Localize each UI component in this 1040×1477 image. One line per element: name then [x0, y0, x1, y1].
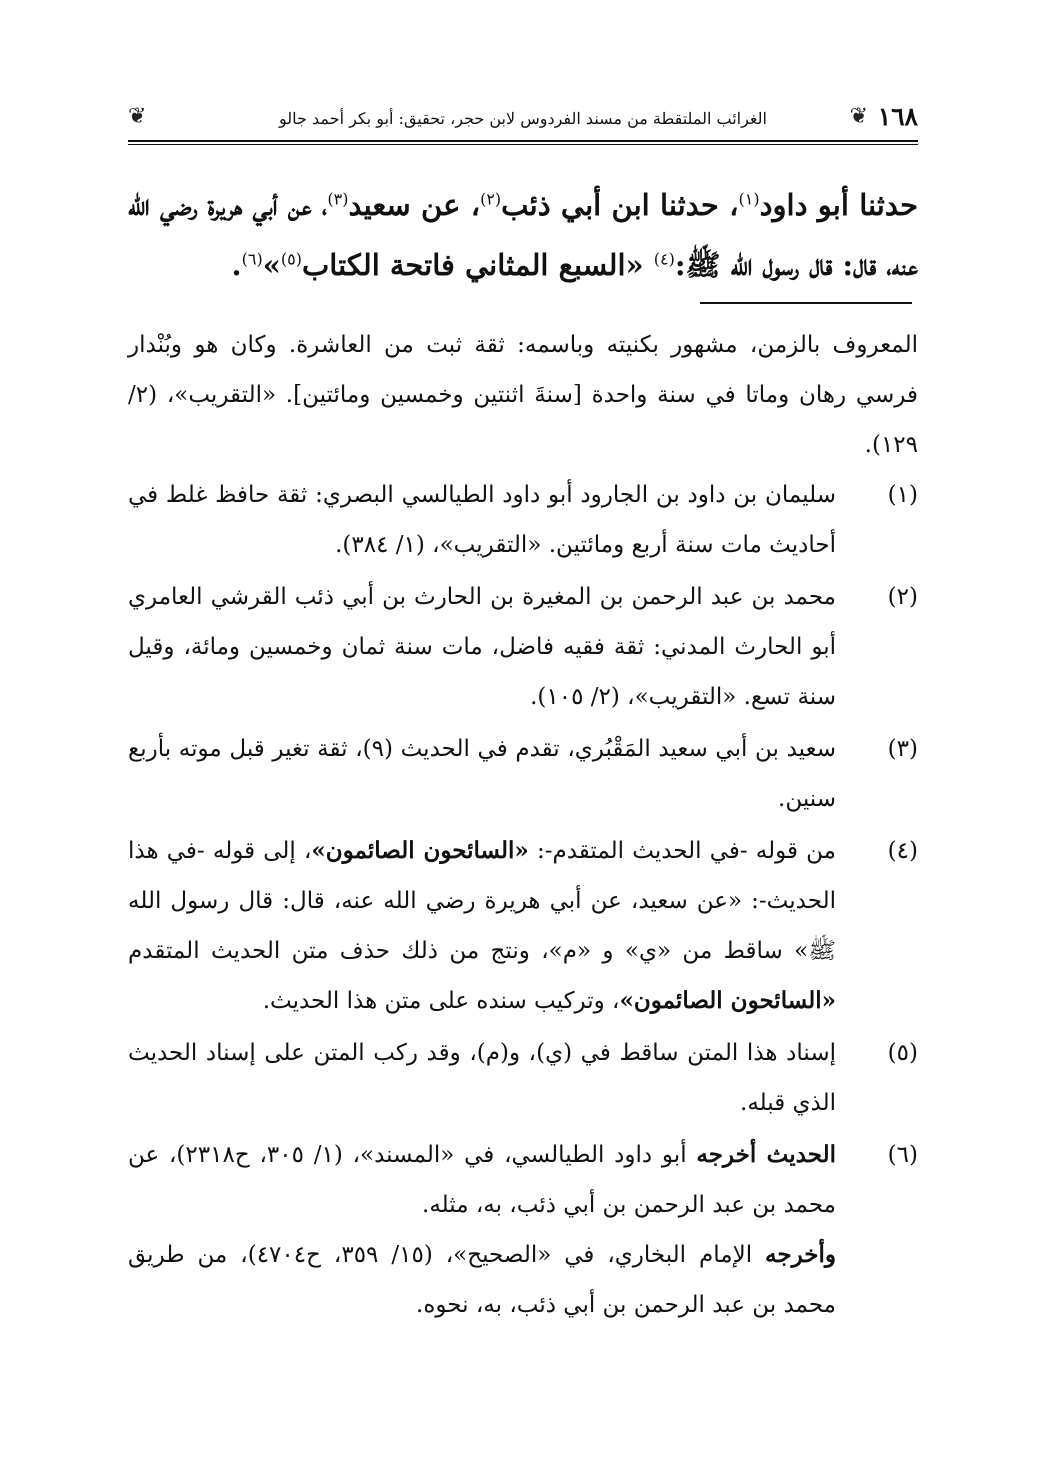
hadith-matn: «السبع المثاني فاتحة الكتاب — [301, 248, 654, 282]
footnote-additional-source — [128, 1230, 836, 1330]
hadith-segment: ، عن سعيد — [348, 188, 481, 222]
ornament-icon: ❦ — [128, 104, 147, 129]
footnote-marker: (٥) — [280, 249, 302, 269]
footnote-number: (٤) — [887, 838, 918, 864]
footnote-text: الإمام البخاري، في «الصحيح»، (١٥/ ٣٥٩، ح٤٧٠٤)، من طريق محمد بن عبد الرحمن بن أبي ذئب، به، نحوه. — [128, 1242, 836, 1318]
ornament-icon: ❦ — [849, 104, 868, 129]
footnote-number: (٣) — [887, 736, 918, 762]
footnote-text: أبو داود الطيالسي، في «المسند»، (١/ ٣٠٥، ح٢٣١٨)، عن محمد بن عبد الرحمن بن أبي ذئب، به، مثله. — [128, 1142, 836, 1218]
footnote-number: (٢) — [887, 584, 918, 610]
footnote-separator — [700, 302, 912, 304]
footnote-emphasis: «السائحون الصائمون» — [311, 837, 529, 864]
footnote-marker: (١) — [738, 189, 760, 209]
footnote-marker: (٢) — [480, 189, 502, 209]
footnote-text: سعيد بن أبي سعيد المَقْبُري، تقدم في الحديث (٩)، ثقة تغير قبل موته بأربع سنين. — [128, 736, 836, 812]
footnote-number: (٦) — [887, 1142, 918, 1168]
footnote-marker: (٤) — [653, 249, 675, 269]
page-number: ١٦٨ — [877, 102, 918, 131]
footnote-marker: (٦) — [241, 249, 263, 269]
footnote-4 — [128, 826, 918, 1026]
footnote-2 — [128, 572, 918, 722]
footnote-text: سليمان بن داود بن الجارود أبو داود الطيالسي البصري: ثقة حافظ غلط في أحاديث مات سنة أربع ومائتين. «التقريب»، (١/ ٣٨٤). — [128, 482, 836, 558]
footnote-text: ، وتركيب سنده على متن هذا الحديث. — [262, 988, 620, 1014]
hadith-segment: . — [231, 248, 242, 282]
footnote-3 — [128, 724, 918, 824]
footnote-text: محمد بن عبد الرحمن بن المغيرة بن الحارث بن أبي ذئب القرشي العامري أبو الحارث المدني: ثقة فقيه فاضل، مات سنة ثمان وخمسين ومائة، وقيل سنة تسع. «التقريب»، (٢/ ١٠٥). — [128, 584, 836, 710]
hadith-segment: » — [262, 248, 281, 282]
footnote-6 — [128, 1130, 918, 1330]
footnote-text: ، إلى قوله -في هذا الحديث-: «عن سعيد، عن أبي هريرة رضي الله عنه، قال: قال رسول الله ﷺ» ساقط من «ي» و «م»، ونتج من ذلك حذف متن الحديث المتقدم — [128, 838, 836, 964]
footnote-number: (١) — [887, 482, 918, 508]
footnote-marker: (٣) — [327, 189, 349, 209]
footnote-emphasis: «السائحون الصائمون» — [619, 987, 836, 1014]
hadith-segment: ، عن أبي هريرة رضي الله عنه، قال: قال رسول الله ﷺ: — [128, 188, 918, 282]
footnote-text: من قوله -في الحديث المتقدم-: — [528, 838, 837, 864]
page-header — [128, 100, 918, 144]
hadith-segment: حدثنا أبو داود — [759, 188, 918, 222]
footnote-emphasis: وأخرجه — [765, 1241, 836, 1268]
running-title: الغرائب الملتقطة من مسند الفردوس لابن حجر، تحقيق: أبو بكر أحمد جالو — [279, 109, 767, 128]
footnote-continuation: المعروف بالزمن، مشهور بكنيته وباسمه: ثقة ثبت من العاشرة. وكان هو وبُنْدار فرسي رهان وماتا في سنة واحدة [سنةَ اثنتين وخمسين ومائتين]. «التقريب»، (٢/ ١٢٩). — [128, 332, 918, 458]
hadith-segment: ، حدثنا ابن أبي ذئب — [501, 188, 739, 222]
footnote-1 — [128, 470, 918, 570]
footnote-text: إسناد هذا المتن ساقط في (ي)، و(م)، وقد ركب المتن على إسناد الحديث الذي قبله. — [128, 1040, 836, 1116]
footnotes — [128, 320, 918, 1332]
footnote-emphasis: الحديث أخرجه — [696, 1141, 836, 1168]
header-rule — [128, 144, 918, 145]
footnote-number: (٥) — [887, 1040, 918, 1066]
header-rule — [128, 140, 918, 142]
footnote-5 — [128, 1028, 918, 1128]
hadith-text — [128, 175, 918, 295]
